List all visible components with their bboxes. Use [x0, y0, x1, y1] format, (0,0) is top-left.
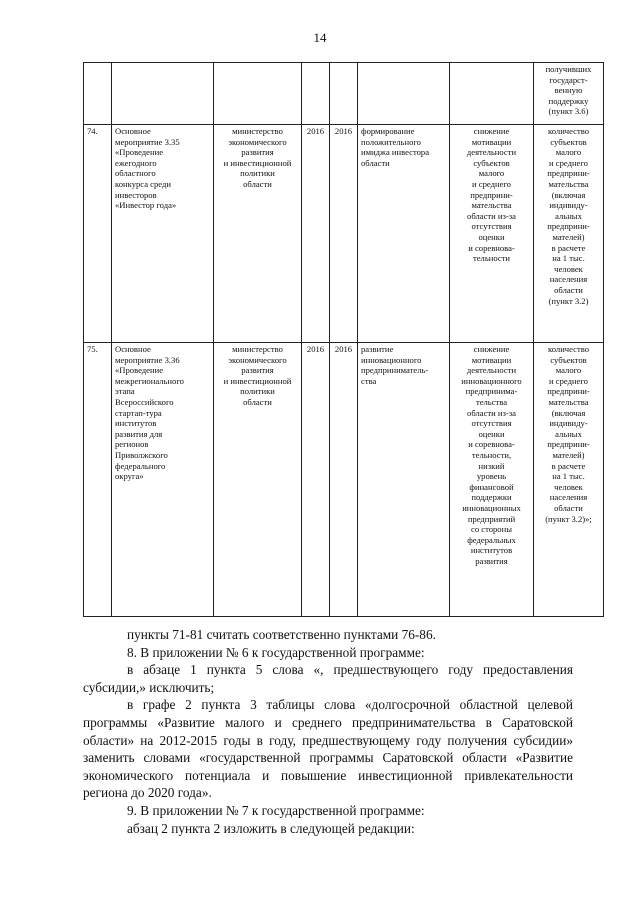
cell-measure [112, 343, 214, 617]
cell-num [84, 343, 112, 617]
indicator-text: получивших государст- венную поддержку (пункт 3.6) [545, 64, 592, 117]
end-year: 2016 [334, 126, 353, 136]
row-number: 74. [87, 126, 98, 136]
indicator-text: количество субъектов малого и среднего предприни- мательства (включая индивиду- альных предприни- мателей) в расчете на 1 тыс. человек населения области (пункт 3.2) [547, 126, 590, 306]
cell-start-year [302, 125, 330, 343]
result-text: формирование положительного имиджа инвестора области [361, 126, 430, 168]
cell-indicator [534, 343, 604, 617]
cell-result [358, 343, 450, 617]
consequence-text: снижение мотивации деятельности субъектов малого и среднего предприни- мательства области из-за отсутствия оценки и соревнова- тельности [466, 126, 517, 264]
paragraph: в абзаце 1 пункта 5 слова «, предшествующего году предоставления субсидии,» исключить; [83, 662, 573, 695]
measure-text: Основное мероприятие 3.36 «Проведение межрегионального этапа Всероссийского стартап-тура институтов развития для регионов Приволжского федерального округа» [115, 344, 184, 482]
cell-measure [112, 63, 214, 125]
cell-start-year [302, 343, 330, 617]
cell-indicator [534, 63, 604, 125]
table-row [84, 125, 604, 343]
cell-executor [214, 63, 302, 125]
cell-consequence [450, 63, 534, 125]
consequence-text: снижение мотивации деятельности инновационного предпринима- тельства области из-за отсутствия оценки и соревнова- тельности, низкий уровень финансовой поддержки инновационных предприятий со стороны федеральных институтов развития [461, 344, 522, 566]
cell-indicator [534, 125, 604, 343]
body-text [83, 626, 573, 837]
indicator-text: количество субъектов малого и среднего предприни- мательства (включая индивиду- альных предприни- мателей) в расчете на 1 тыс. человек населения области (пункт 3.2)»; [545, 344, 592, 524]
cell-end-year [330, 63, 358, 125]
cell-num [84, 125, 112, 343]
table-row-continuation [84, 63, 604, 125]
result-text: развитие инновационного предприниматель- ства [361, 344, 429, 386]
measure-text: Основное мероприятие 3.35 «Проведение ежегодного областного конкурса среди инвесторов «Инвестор года» [115, 126, 180, 211]
page-number: 14 [313, 30, 327, 45]
program-table [83, 62, 604, 617]
cell-end-year [330, 125, 358, 343]
cell-measure [112, 125, 214, 343]
row-number: 75. [87, 344, 98, 354]
table-row [84, 343, 604, 617]
executor-text: министерство экономического развития и инвестиционной политики области [223, 344, 292, 407]
cell-start-year [302, 63, 330, 125]
start-year: 2016 [306, 344, 325, 354]
paragraph: абзац 2 пункта 2 изложить в следующей редакции: [127, 820, 415, 836]
end-year: 2016 [334, 344, 353, 354]
cell-end-year [330, 343, 358, 617]
start-year: 2016 [306, 126, 325, 136]
cell-num [84, 63, 112, 125]
cell-consequence [450, 343, 534, 617]
cell-consequence [450, 125, 534, 343]
paragraph: в графе 2 пункта 3 таблицы слова «долгосрочной областной целевой программы «Развитие малого и среднего предпринимательства в Саратовской области» на 2012-2015 годы в году, предшествующему году получения субсидии» заменить словами «государственной программы Саратовской области «Развитие экономического потенциала и повышение инвестиционной привлекательности региона до 2020 года». [83, 697, 573, 801]
cell-result [358, 125, 450, 343]
paragraph: пункты 71-81 считать соответственно пунктами 76-86. [127, 627, 436, 642]
cell-executor [214, 125, 302, 343]
paragraph: 9. В приложении № 7 к государственной программе: [127, 802, 425, 818]
cell-executor [214, 343, 302, 617]
cell-result [358, 63, 450, 125]
paragraph: 8. В приложении № 6 к государственной программе: [127, 644, 425, 660]
executor-text: министерство экономического развития и инвестиционной политики области [223, 126, 292, 189]
